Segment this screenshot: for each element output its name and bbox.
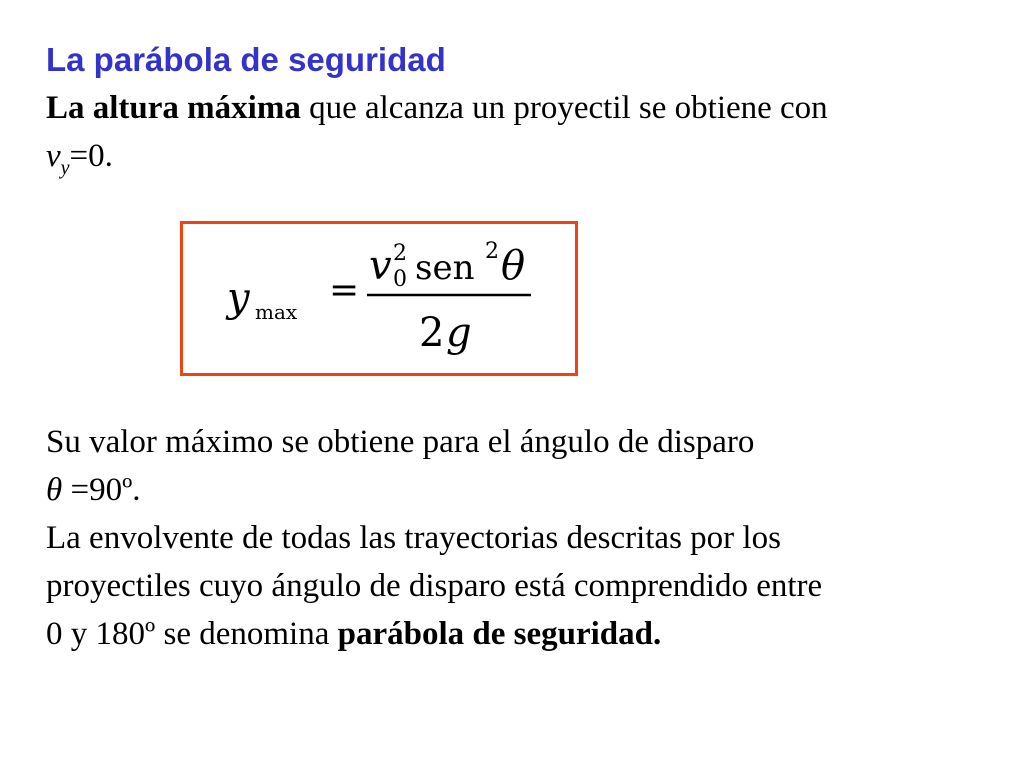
slide-title: La parábola de seguridad	[46, 41, 446, 78]
max-height-text: que alcanza un proyectil se obtiene con	[300, 90, 828, 126]
safety-parabola-term: parábola de seguridad.	[337, 616, 662, 652]
formula-num-theta: θ	[501, 243, 526, 289]
max-height-formula-box	[180, 221, 578, 376]
envelope-line-3	[46, 610, 822, 658]
theta-value: =90º.	[62, 472, 141, 508]
envelope-line-1: La envolvente de todas las trayectorias descritas por los	[46, 520, 781, 556]
formula-lhs-subscript: max	[255, 300, 298, 324]
vy-equals-zero: =0.	[69, 138, 113, 174]
formula-num-v-subscript: 0	[393, 267, 407, 292]
theta-condition	[46, 466, 754, 514]
envelope-line-2: proyectiles cuyo ángulo de disparo está comprendido entre	[46, 568, 823, 604]
max-height-bold-lead: La altura máxima	[46, 90, 301, 126]
formula-num-v: v	[369, 243, 392, 289]
max-height-paragraph	[46, 84, 828, 180]
formula-lhs-y: y	[227, 275, 250, 321]
max-height-formula	[183, 224, 575, 373]
vy-condition	[46, 132, 828, 180]
max-angle-paragraph	[46, 418, 754, 514]
envelope-paragraph	[46, 514, 822, 658]
theta-symbol: θ	[46, 472, 63, 508]
vy-subscript: y	[60, 157, 70, 179]
formula-num-sen: sen	[415, 248, 475, 288]
formula-den-g: g	[446, 310, 472, 356]
formula-num-v-superscript: 2	[393, 241, 407, 266]
formula-den-2: 2	[419, 310, 445, 356]
formula-equals: =	[329, 270, 360, 311]
envelope-line-3-start: 0 y 180º se denomina	[46, 616, 338, 652]
vy-variable: v	[46, 138, 61, 174]
formula-num-sen-superscript: 2	[485, 239, 499, 264]
max-angle-line-1: Su valor máximo se obtiene para el ángulo de disparo	[46, 424, 755, 460]
max-height-line-1	[46, 84, 828, 132]
